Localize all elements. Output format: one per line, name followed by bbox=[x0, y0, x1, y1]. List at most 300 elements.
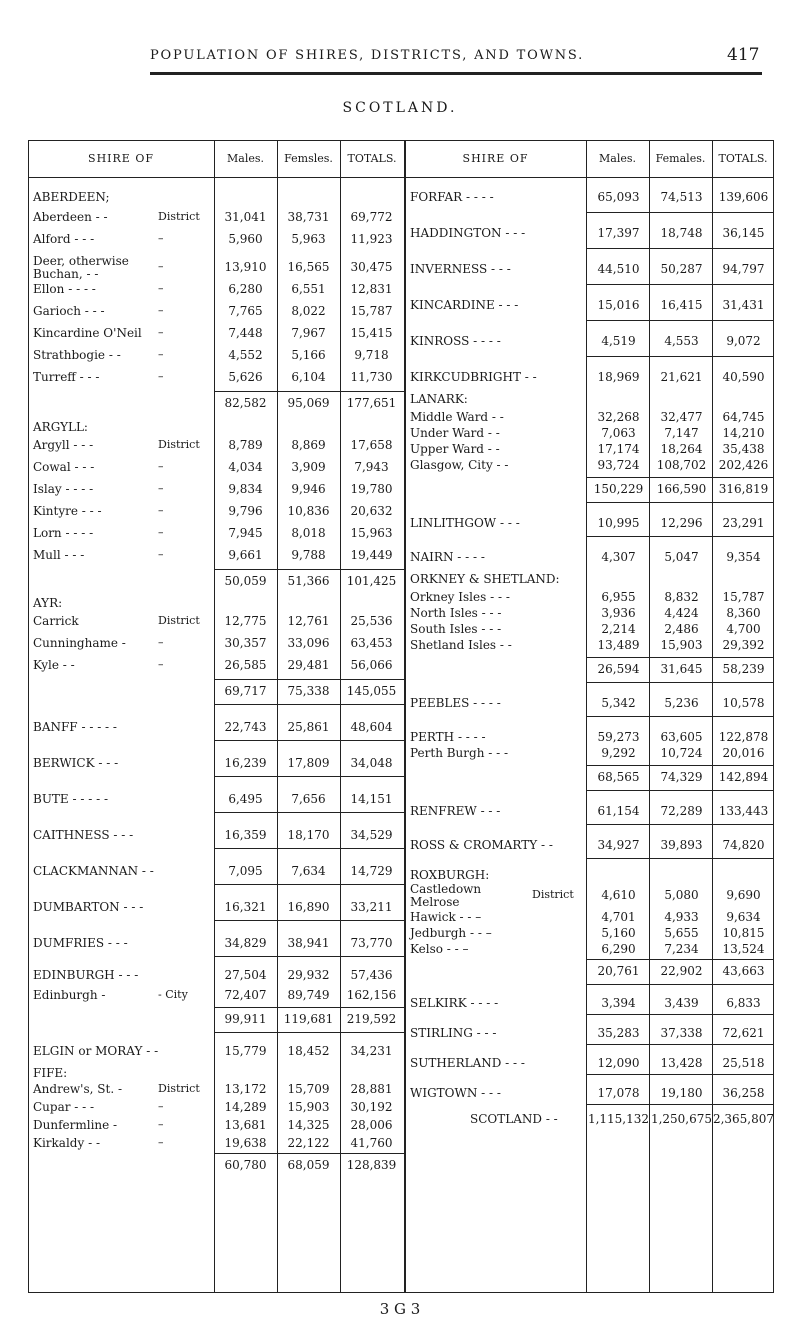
linlithgow-row-females: 12,296 bbox=[660, 516, 703, 530]
peebles-row-name: PEEBLES - - - - bbox=[410, 696, 501, 710]
roxburgh-row-females: 7,234 bbox=[664, 942, 699, 956]
shire-row-name: BUTE - - - - - bbox=[33, 792, 109, 806]
roxburgh-row-females: 5,080 bbox=[664, 888, 699, 902]
aberdeen-row-name: Kincardine O'Neil bbox=[33, 326, 142, 340]
fife-row-males: 14,289 bbox=[224, 1100, 267, 1114]
argyll-row-total: 15,963 bbox=[350, 526, 393, 540]
orkney-row-name: South Isles - - - bbox=[410, 622, 502, 636]
perth-row-total: 20,016 bbox=[722, 746, 765, 760]
subtotal-rule bbox=[587, 284, 774, 285]
argyll-row-females: 9,788 bbox=[291, 548, 326, 562]
orkney-total-males: 26,594 bbox=[597, 662, 640, 676]
col-header-females: Femsles. bbox=[284, 152, 333, 165]
fife-total-total: 128,839 bbox=[346, 1158, 397, 1172]
ayr-row-name: Kyle - - bbox=[33, 658, 75, 672]
argyll-row-type: – bbox=[158, 504, 164, 517]
subtotal-rule bbox=[215, 1032, 404, 1033]
shire-row-females: 16,890 bbox=[287, 900, 330, 914]
fife-row-total: 41,760 bbox=[350, 1136, 393, 1150]
lanark-row-males: 93,724 bbox=[597, 458, 640, 472]
perth-row-males: 9,292 bbox=[601, 746, 636, 760]
aberdeen-row-name: Aberdeen - - bbox=[33, 210, 108, 224]
argyll-row-name: Lorn - - - - bbox=[33, 526, 94, 540]
perth-total-males: 68,565 bbox=[597, 770, 640, 784]
shire-row-right-females: 50,287 bbox=[660, 262, 703, 276]
shire-row-right-total: 31,431 bbox=[722, 298, 765, 312]
shire-row-right-males: 18,969 bbox=[597, 370, 640, 384]
scotland-total-name: SCOTLAND - - bbox=[470, 1112, 558, 1126]
aberdeen-row-males: 6,280 bbox=[228, 282, 263, 296]
shire-row-right-males: 35,283 bbox=[597, 1026, 640, 1040]
ayr-row-males: 12,775 bbox=[224, 614, 267, 628]
edinburgh-row-total: 162,156 bbox=[346, 988, 397, 1002]
shire-row-right-name: STIRLING - - - bbox=[410, 1026, 497, 1040]
running-header: POPULATION OF SHIRES, DISTRICTS, AND TOWNS. bbox=[150, 48, 585, 63]
aberdeen-row-name: Alford - - - bbox=[33, 232, 95, 246]
edinburgh-row-name: EDINBURGH - - - bbox=[33, 968, 139, 982]
elgin-row-name: ELGIN or MORAY - - bbox=[33, 1044, 159, 1058]
perth-row-name: PERTH - - - - bbox=[410, 730, 486, 744]
fife-row-type: – bbox=[158, 1136, 164, 1149]
shire-row-females: 18,170 bbox=[287, 828, 330, 842]
roxburgh-row-name: Castledown bbox=[410, 882, 482, 896]
shire-row-right-females: 4,553 bbox=[664, 334, 699, 348]
section-title: SCOTLAND. bbox=[342, 100, 458, 116]
aberdeen-total-total: 177,651 bbox=[346, 396, 397, 410]
lanark-row-females: 32,477 bbox=[660, 410, 703, 424]
shire-row-females: 7,634 bbox=[291, 864, 326, 878]
subtotal-rule bbox=[587, 682, 774, 683]
aberdeen-row-total: 11,923 bbox=[350, 232, 393, 246]
argyll-row-males: 9,834 bbox=[228, 482, 263, 496]
shire-row-right-name: WIGTOWN - - - bbox=[410, 1086, 501, 1100]
shire-row-right-females: 13,428 bbox=[660, 1056, 703, 1070]
edinburgh-total-total: 219,592 bbox=[346, 1012, 397, 1026]
fife-row-females: 15,903 bbox=[287, 1100, 330, 1114]
aberdeen-row-total: 9,718 bbox=[354, 348, 389, 362]
orkney-row-name: Shetland Isles - - bbox=[410, 638, 512, 652]
roxburgh-row-males: 4,701 bbox=[601, 910, 636, 924]
aberdeen-total-females: 95,069 bbox=[287, 396, 330, 410]
roxburgh-row-type: District bbox=[532, 888, 574, 901]
subtotal-rule bbox=[587, 716, 774, 717]
aberdeen-row-females: 16,565 bbox=[287, 260, 330, 274]
subtotal-rule bbox=[587, 477, 774, 478]
roxburgh-total-males: 20,761 bbox=[597, 964, 640, 978]
shire-row-males: 34,829 bbox=[224, 936, 267, 950]
shire-row-right-name: KIRKCUDBRIGHT - - bbox=[410, 370, 537, 384]
shire-row-right-males: 65,093 bbox=[597, 190, 640, 204]
shire-row-right-name: INVERNESS - - - bbox=[410, 262, 511, 276]
shire-row-right-males: 12,090 bbox=[597, 1056, 640, 1070]
shire-row-females: 25,861 bbox=[287, 720, 330, 734]
scotland-total-total: 2,365,807 bbox=[712, 1112, 775, 1126]
fife-row-total: 28,006 bbox=[350, 1118, 393, 1132]
subtotal-rule bbox=[215, 569, 404, 570]
printer-signature: 3 G 3 bbox=[379, 1300, 421, 1318]
shire-row-name: BERWICK - - - bbox=[33, 756, 119, 770]
lanark-row-name: Upper Ward - - bbox=[410, 442, 500, 456]
argyll-total-total: 101,425 bbox=[346, 574, 397, 588]
argyll-row-males: 8,789 bbox=[228, 438, 263, 452]
edinburgh-row-type: - City bbox=[158, 988, 188, 1001]
roxburgh-row-total: 10,815 bbox=[722, 926, 765, 940]
shire-row-males: 16,321 bbox=[224, 900, 267, 914]
argyll-row-total: 17,658 bbox=[350, 438, 393, 452]
renfrew-row-females: 72,289 bbox=[660, 804, 703, 818]
subtotal-rule bbox=[215, 848, 404, 849]
shire-row-males: 22,743 bbox=[224, 720, 267, 734]
col-header-shire: SHIRE OF bbox=[88, 152, 154, 165]
shire-row-males: 7,095 bbox=[228, 864, 263, 878]
subtotal-rule bbox=[587, 502, 774, 503]
lanark-row-males: 32,268 bbox=[597, 410, 640, 424]
aberdeen-total-males: 82,582 bbox=[224, 396, 267, 410]
aberdeen-row-type: – bbox=[158, 304, 164, 317]
argyll-row-name: Mull - - - bbox=[33, 548, 85, 562]
subtotal-rule bbox=[215, 704, 404, 705]
shire-row-total: 14,729 bbox=[350, 864, 393, 878]
subtotal-rule bbox=[215, 391, 404, 392]
shire-row-right-total: 36,145 bbox=[722, 226, 765, 240]
lanark-total-females: 166,590 bbox=[656, 482, 707, 496]
shire-row-total: 73,770 bbox=[350, 936, 393, 950]
shire-row-name: CLACKMANNAN - - bbox=[33, 864, 154, 878]
shire-row-total: 34,529 bbox=[350, 828, 393, 842]
subtotal-rule bbox=[587, 984, 774, 985]
argyll-row-females: 8,018 bbox=[291, 526, 326, 540]
aberdeen-row-males: 5,626 bbox=[228, 370, 263, 384]
nairn-row-males: 4,307 bbox=[601, 550, 636, 564]
lanark-heading: LANARK: bbox=[410, 392, 468, 406]
shire-row-right-name: SELKIRK - - - - bbox=[410, 996, 499, 1010]
lanark-row-females: 18,264 bbox=[660, 442, 703, 456]
ross-row-total: 74,820 bbox=[722, 838, 765, 852]
orkney-row-females: 4,424 bbox=[664, 606, 699, 620]
aberdeen-row-females: 5,166 bbox=[291, 348, 326, 362]
col-header-females-right: Females. bbox=[655, 152, 706, 165]
subtotal-rule bbox=[587, 1074, 774, 1075]
page-number: 417 bbox=[727, 45, 760, 65]
aberdeen-row-name: Strathbogie - - bbox=[33, 348, 121, 362]
fife-row-females: 15,709 bbox=[287, 1082, 330, 1096]
roxburgh-row-females: 4,933 bbox=[664, 910, 699, 924]
aberdeen-row-name-cont: Buchan, - - bbox=[33, 267, 99, 281]
linlithgow-row-total: 23,291 bbox=[722, 516, 765, 530]
lanark-row-total: 202,426 bbox=[718, 458, 769, 472]
roxburgh-row-name: Kelso - - – bbox=[410, 942, 469, 956]
ayr-row-females: 33,096 bbox=[287, 636, 330, 650]
aberdeen-row-females: 6,104 bbox=[291, 370, 326, 384]
argyll-row-females: 8,869 bbox=[291, 438, 326, 452]
shire-row-right-males: 17,397 bbox=[597, 226, 640, 240]
fife-row-name: Andrew's, St. - bbox=[33, 1082, 122, 1096]
argyll-row-total: 19,780 bbox=[350, 482, 393, 496]
argyll-row-type: – bbox=[158, 460, 164, 473]
lanark-row-name: Under Ward - - bbox=[410, 426, 500, 440]
shire-row-right-total: 72,621 bbox=[722, 1026, 765, 1040]
nairn-row-total: 9,354 bbox=[726, 550, 761, 564]
aberdeen-row-type: District bbox=[158, 210, 200, 223]
shire-row-total: 33,211 bbox=[350, 900, 393, 914]
shire-row-right-males: 3,394 bbox=[601, 996, 636, 1010]
renfrew-row-name: RENFREW - - - bbox=[410, 804, 501, 818]
shire-row-right-total: 94,797 bbox=[722, 262, 765, 276]
lanark-row-name: Glasgow, City - - bbox=[410, 458, 509, 472]
nairn-row-name: NAIRN - - - - bbox=[410, 550, 485, 564]
subtotal-rule bbox=[587, 790, 774, 791]
roxburgh-row-total: 9,690 bbox=[726, 888, 761, 902]
orkney-total-females: 31,645 bbox=[660, 662, 703, 676]
col-header-shire-right: SHIRE OF bbox=[462, 152, 529, 165]
roxburgh-row-males: 5,160 bbox=[601, 926, 636, 940]
subtotal-rule bbox=[215, 776, 404, 777]
orkney-row-females: 8,832 bbox=[664, 590, 699, 604]
subtotal-rule bbox=[587, 1014, 774, 1015]
subtotal-rule bbox=[215, 920, 404, 921]
perth-row-females: 10,724 bbox=[660, 746, 703, 760]
perth-total-females: 74,329 bbox=[660, 770, 703, 784]
aberdeen-row-females: 38,731 bbox=[287, 210, 330, 224]
orkney-row-females: 2,486 bbox=[664, 622, 699, 636]
subtotal-rule bbox=[587, 824, 774, 825]
subtotal-rule bbox=[215, 1153, 404, 1154]
roxburgh-total-females: 22,902 bbox=[660, 964, 703, 978]
orkney-row-total: 4,700 bbox=[726, 622, 761, 636]
roxburgh-row-total: 13,524 bbox=[722, 942, 765, 956]
roxburgh-row-name-cont: Melrose bbox=[410, 895, 460, 909]
fife-row-total: 28,881 bbox=[350, 1082, 393, 1096]
linlithgow-row-males: 10,995 bbox=[597, 516, 640, 530]
edinburgh-row-name: Edinburgh - bbox=[33, 988, 106, 1002]
fife-row-type: – bbox=[158, 1118, 164, 1131]
shire-row-right-females: 21,621 bbox=[660, 370, 703, 384]
argyll-row-name: Kintyre - - - bbox=[33, 504, 102, 518]
edinburgh-total-females: 119,681 bbox=[283, 1012, 334, 1026]
shire-row-right-name: KINCARDINE - - - bbox=[410, 298, 519, 312]
shire-row-right-males: 4,519 bbox=[601, 334, 636, 348]
argyll-row-name: Cowal - - - bbox=[33, 460, 95, 474]
ayr-row-name: Carrick bbox=[33, 614, 79, 628]
shire-row-right-name: KINROSS - - - - bbox=[410, 334, 501, 348]
fife-row-females: 22,122 bbox=[287, 1136, 330, 1150]
orkney-row-females: 15,903 bbox=[660, 638, 703, 652]
aberdeen-heading: ABERDEEN; bbox=[33, 190, 110, 204]
subtotal-rule bbox=[587, 657, 774, 658]
col-header-males: Males. bbox=[227, 152, 264, 165]
fife-row-name: Kirkaldy - - bbox=[33, 1136, 101, 1150]
argyll-row-males: 9,661 bbox=[228, 548, 263, 562]
subtotal-rule bbox=[587, 1044, 774, 1045]
aberdeen-row-total: 30,475 bbox=[350, 260, 393, 274]
shire-row-right-total: 6,833 bbox=[726, 996, 761, 1010]
fife-row-total: 30,192 bbox=[350, 1100, 393, 1114]
subtotal-rule bbox=[215, 679, 404, 680]
edinburgh-row-males: 27,504 bbox=[224, 968, 267, 982]
shire-row-name: DUMFRIES - - - bbox=[33, 936, 128, 950]
peebles-row-females: 5,236 bbox=[664, 696, 699, 710]
aberdeen-row-name: Turreff - - - bbox=[33, 370, 100, 384]
ayr-total-females: 75,338 bbox=[287, 684, 330, 698]
roxburgh-row-total: 9,634 bbox=[726, 910, 761, 924]
ayr-row-males: 30,357 bbox=[224, 636, 267, 650]
lanark-row-females: 108,702 bbox=[656, 458, 707, 472]
perth-total-total: 142,894 bbox=[718, 770, 769, 784]
argyll-row-males: 9,796 bbox=[228, 504, 263, 518]
argyll-row-females: 9,946 bbox=[291, 482, 326, 496]
shire-row-right-name: HADDINGTON - - - bbox=[410, 226, 526, 240]
aberdeen-row-females: 6,551 bbox=[291, 282, 326, 296]
ayr-row-type: District bbox=[158, 614, 200, 627]
fife-row-females: 14,325 bbox=[287, 1118, 330, 1132]
subtotal-rule bbox=[587, 536, 774, 537]
orkney-heading: ORKNEY & SHETLAND: bbox=[410, 572, 560, 586]
aberdeen-row-females: 5,963 bbox=[291, 232, 326, 246]
shire-row-males: 6,495 bbox=[228, 792, 263, 806]
shire-row-females: 17,809 bbox=[287, 756, 330, 770]
elgin-row-total: 34,231 bbox=[350, 1044, 393, 1058]
ayr-row-females: 12,761 bbox=[287, 614, 330, 628]
shire-row-right-total: 139,606 bbox=[718, 190, 769, 204]
aberdeen-row-type: – bbox=[158, 232, 164, 245]
subtotal-rule bbox=[215, 884, 404, 885]
subtotal-rule bbox=[587, 858, 774, 859]
orkney-total-total: 58,239 bbox=[722, 662, 765, 676]
edinburgh-row-total: 57,436 bbox=[350, 968, 393, 982]
fife-total-females: 68,059 bbox=[287, 1158, 330, 1172]
shire-row-right-name: FORFAR - - - - bbox=[410, 190, 494, 204]
argyll-row-type: – bbox=[158, 548, 164, 561]
orkney-row-name: Orkney Isles - - - bbox=[410, 590, 510, 604]
orkney-row-males: 6,955 bbox=[601, 590, 636, 604]
ayr-row-type: – bbox=[158, 658, 164, 671]
aberdeen-row-type: – bbox=[158, 370, 164, 383]
lanark-total-males: 150,229 bbox=[593, 482, 644, 496]
fife-row-type: – bbox=[158, 1100, 164, 1113]
shire-row-females: 38,941 bbox=[287, 936, 330, 950]
perth-row-females: 63,605 bbox=[660, 730, 703, 744]
shire-row-name: CAITHNESS - - - bbox=[33, 828, 134, 842]
peebles-row-total: 10,578 bbox=[722, 696, 765, 710]
fife-heading: FIFE: bbox=[33, 1066, 68, 1080]
ayr-row-total: 63,453 bbox=[350, 636, 393, 650]
subtotal-rule bbox=[215, 1007, 404, 1008]
col-header-totals-right: TOTALS. bbox=[718, 152, 768, 165]
argyll-row-name: Islay - - - - bbox=[33, 482, 94, 496]
col-header-totals: TOTALS. bbox=[347, 152, 397, 165]
aberdeen-row-name: Deer, otherwise bbox=[33, 254, 129, 268]
aberdeen-row-females: 7,967 bbox=[291, 326, 326, 340]
shire-row-males: 16,239 bbox=[224, 756, 267, 770]
aberdeen-row-males: 7,765 bbox=[228, 304, 263, 318]
orkney-row-total: 29,392 bbox=[722, 638, 765, 652]
roxburgh-row-name: Hawick - - – bbox=[410, 910, 482, 924]
shire-row-right-females: 37,338 bbox=[660, 1026, 703, 1040]
shire-row-right-females: 3,439 bbox=[664, 996, 699, 1010]
fife-row-males: 19,638 bbox=[224, 1136, 267, 1150]
shire-row-name: BANFF - - - - - bbox=[33, 720, 117, 734]
argyll-row-name: Argyll - - - bbox=[33, 438, 94, 452]
shire-row-right-males: 44,510 bbox=[597, 262, 640, 276]
ayr-row-total: 25,536 bbox=[350, 614, 393, 628]
ayr-row-total: 56,066 bbox=[350, 658, 393, 672]
aberdeen-row-total: 12,831 bbox=[350, 282, 393, 296]
argyll-row-females: 3,909 bbox=[291, 460, 326, 474]
subtotal-rule bbox=[587, 959, 774, 960]
shire-row-right-name: SUTHERLAND - - - bbox=[410, 1056, 525, 1070]
perth-row-name: Perth Burgh - - - bbox=[410, 746, 509, 760]
argyll-row-males: 4,034 bbox=[228, 460, 263, 474]
shire-row-right-males: 17,078 bbox=[597, 1086, 640, 1100]
ayr-row-females: 29,481 bbox=[287, 658, 330, 672]
roxburgh-heading: ROXBURGH: bbox=[410, 868, 490, 882]
ross-row-females: 39,893 bbox=[660, 838, 703, 852]
shire-row-right-males: 15,016 bbox=[597, 298, 640, 312]
shire-row-right-females: 16,415 bbox=[660, 298, 703, 312]
aberdeen-row-males: 4,552 bbox=[228, 348, 263, 362]
edinburgh-row-females: 89,749 bbox=[287, 988, 330, 1002]
shire-row-right-females: 18,748 bbox=[660, 226, 703, 240]
renfrew-row-total: 133,443 bbox=[718, 804, 769, 818]
aberdeen-row-females: 8,022 bbox=[291, 304, 326, 318]
ayr-total-total: 145,055 bbox=[346, 684, 397, 698]
subtotal-rule bbox=[587, 356, 774, 357]
ayr-heading: AYR: bbox=[33, 596, 63, 610]
elgin-row-males: 15,779 bbox=[224, 1044, 267, 1058]
aberdeen-row-type: – bbox=[158, 326, 164, 339]
shire-row-right-total: 9,072 bbox=[726, 334, 761, 348]
fife-row-name: Dunfermline - bbox=[33, 1118, 118, 1132]
shire-row-right-total: 40,590 bbox=[722, 370, 765, 384]
ross-row-name: ROSS & CROMARTY - - bbox=[410, 838, 553, 852]
subtotal-rule bbox=[587, 248, 774, 249]
shire-row-right-females: 74,513 bbox=[660, 190, 703, 204]
lanark-row-females: 7,147 bbox=[664, 426, 699, 440]
aberdeen-row-type: – bbox=[158, 348, 164, 361]
orkney-row-name: North Isles - - - bbox=[410, 606, 502, 620]
roxburgh-row-males: 6,290 bbox=[601, 942, 636, 956]
nairn-row-females: 5,047 bbox=[664, 550, 699, 564]
shire-row-total: 14,151 bbox=[350, 792, 393, 806]
lanark-row-males: 17,174 bbox=[597, 442, 640, 456]
roxburgh-row-females: 5,655 bbox=[664, 926, 699, 940]
shire-row-right-total: 36,258 bbox=[722, 1086, 765, 1100]
edinburgh-total-males: 99,911 bbox=[224, 1012, 267, 1026]
aberdeen-row-type: – bbox=[158, 282, 164, 295]
orkney-row-males: 3,936 bbox=[601, 606, 636, 620]
fife-row-males: 13,172 bbox=[224, 1082, 267, 1096]
lanark-row-total: 14,210 bbox=[722, 426, 765, 440]
orkney-row-males: 13,489 bbox=[597, 638, 640, 652]
aberdeen-row-total: 15,415 bbox=[350, 326, 393, 340]
subtotal-rule bbox=[587, 765, 774, 766]
linlithgow-row-name: LINLITHGOW - - - bbox=[410, 516, 520, 530]
aberdeen-row-name: Ellon - - - - bbox=[33, 282, 96, 296]
aberdeen-row-name: Garioch - - - bbox=[33, 304, 105, 318]
ayr-total-males: 69,717 bbox=[224, 684, 267, 698]
shire-row-name: DUMBARTON - - - bbox=[33, 900, 144, 914]
subtotal-rule bbox=[215, 740, 404, 741]
shire-row-total: 34,048 bbox=[350, 756, 393, 770]
aberdeen-row-males: 5,960 bbox=[228, 232, 263, 246]
lanark-row-males: 7,063 bbox=[601, 426, 636, 440]
argyll-row-females: 10,836 bbox=[287, 504, 330, 518]
argyll-row-type: – bbox=[158, 526, 164, 539]
aberdeen-row-males: 13,910 bbox=[224, 260, 267, 274]
ayr-row-males: 26,585 bbox=[224, 658, 267, 672]
shire-row-right-females: 19,180 bbox=[660, 1086, 703, 1100]
perth-row-total: 122,878 bbox=[718, 730, 769, 744]
